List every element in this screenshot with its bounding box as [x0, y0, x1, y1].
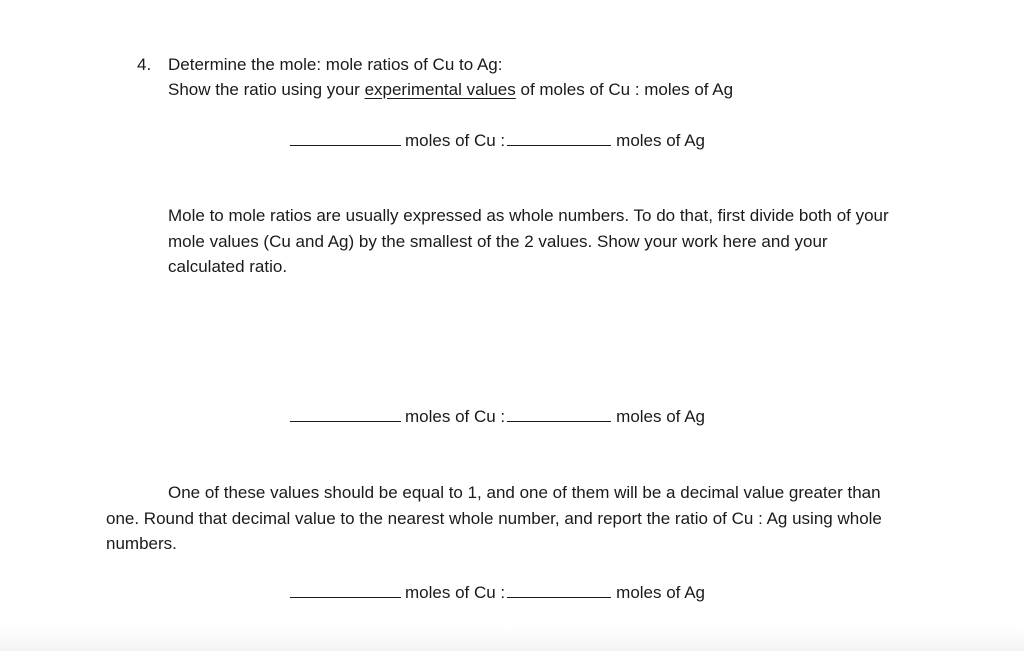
question-title: Determine the mole: mole ratios of Cu to Ag:	[168, 55, 503, 74]
instruction-prefix: Show the ratio using your	[168, 80, 365, 99]
instruction-underlined-term: experimental values	[364, 80, 516, 99]
cu-label: moles of Cu :	[405, 583, 506, 602]
ag-moles-blank[interactable]	[507, 129, 611, 146]
divide-instructions-paragraph: Mole to mole ratios are usually expressed as whole numbers. To do that, first divide both of your mole values (Cu and Ag) by the smallest of the 2 values. Show your work here and your calculated ratio.	[168, 206, 889, 276]
ag-label: moles of Ag	[616, 131, 705, 150]
ag-label: moles of Ag	[616, 583, 705, 602]
rounding-instructions-paragraph	[106, 480, 906, 557]
ag-moles-blank[interactable]	[507, 581, 611, 598]
cu-label: moles of Cu :	[405, 407, 506, 426]
ratio-row-divided	[290, 405, 705, 427]
cu-label: moles of Cu :	[405, 131, 506, 150]
cu-moles-blank[interactable]	[290, 581, 401, 598]
ag-label: moles of Ag	[616, 407, 705, 426]
ratio-row-whole-numbers	[290, 581, 705, 603]
question-instruction	[168, 79, 733, 101]
instruction-suffix: of moles of Cu : moles of Ag	[515, 80, 734, 99]
rounding-instructions-text: One of these values should be equal to 1, and one of them will be a decimal value greater than one. Round that decimal value to the nearest whole number, and report the ratio of Cu : Ag using whole numbers.	[106, 483, 882, 553]
ratio-row-experimental	[290, 129, 705, 151]
question-number: 4.	[137, 55, 152, 74]
ag-moles-blank[interactable]	[507, 405, 611, 422]
page-bottom-shadow	[0, 625, 1024, 651]
cu-moles-blank[interactable]	[290, 405, 401, 422]
cu-moles-blank[interactable]	[290, 129, 401, 146]
